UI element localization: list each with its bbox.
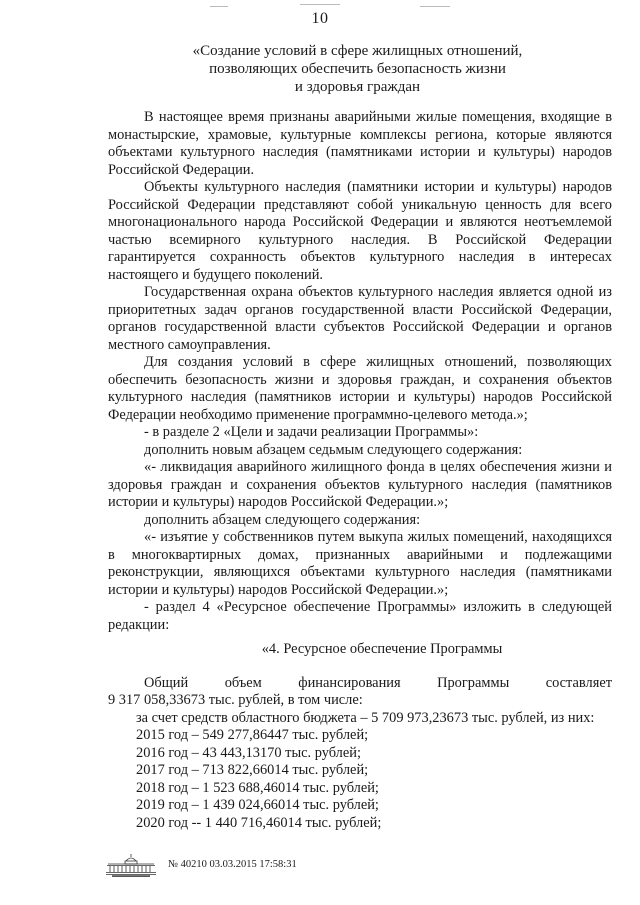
scan-artifact [420, 6, 450, 7]
scan-artifact [300, 4, 340, 5]
scan-artifact [210, 6, 228, 7]
year-funding-line: 2017 год – 713 822,66014 тыс. рублей; [136, 762, 369, 778]
paragraph: дополнить новым абзацем седьмым следующего содержания: [144, 441, 523, 458]
paragraph: «- изъятие у собственников путем выкупа жилых помещений, находящихся в многоквартирных домах, признанных аварийными и подлежащими реконструкции, являющихся объектами культурного наследия (памятниками истории и культуры) народов Российской Федерации.»; [108, 529, 612, 598]
document-footer [104, 852, 364, 878]
paragraph: - в разделе 2 «Цели и задачи реализации Программы»: [144, 424, 479, 440]
paragraph: Для создания условий в сфере жилищных отношений, позволяющих обеспечить безопасность жизни и здоровья граждан, и сохранения объектов культурного наследия (памятников истории и культуры) народов Российской Федерации необходимо применение программно-целевого метода.»; [108, 354, 612, 423]
heading-line: позволяющих обеспечить безопасность жизни [209, 61, 506, 77]
year-funding-line: 2015 год – 549 277,86447 тыс. рублей; [136, 727, 369, 743]
page-number: 10 [311, 10, 329, 27]
year-funding-line: 2018 год – 1 523 688,46014 тыс. рублей; [136, 779, 379, 796]
year-funding-line: 2019 год – 1 439 024,66014 тыс. рублей; [136, 797, 379, 813]
subsection-title: «4. Ресурсное обеспечение Программы [261, 641, 503, 657]
heading-line: «Создание условий в сфере жилищных отношений, [192, 43, 523, 59]
heading-line: и здоровья граждан [294, 79, 421, 95]
document-body [108, 109, 612, 832]
paragraph: - раздел 4 «Ресурсное обеспечение Программы» изложить в следующей редакции: [108, 599, 612, 633]
paragraph: В настоящее время признаны аварийными жилые помещения, входящие в монастырские, храмовые, культурные комплексы региона, которые являются объектами культурного наследия (памятниками истории и культуры) народов Российской Федерации. [108, 109, 612, 178]
year-funding-line: 2020 год -- 1 440 716,46014 тыс. рублей; [136, 814, 382, 831]
paragraph: Государственная охрана объектов культурного наследия является одной из приоритетных задач органов государственной власти Российской Федерации, органов государственной власти субъектов Российской Федерации и органов местного самоуправления. [108, 284, 612, 353]
funding-total-line: Общий объем финансирования Программы составляет [144, 674, 612, 691]
year-funding-line: 2016 год – 43 443,13170 тыс. рублей; [136, 744, 361, 761]
funding-total-amount: 9 317 058,33673 тыс. рублей, в том числе: [108, 692, 363, 708]
section-heading [100, 42, 615, 96]
registration-stamp: № 40210 03.03.2015 17:58:31 [168, 859, 297, 870]
paragraph: дополнить абзацем следующего содержания: [144, 511, 421, 528]
regional-budget-line: за счет средств областного бюджета – 5 709 973,23673 тыс. рублей, из них: [136, 709, 595, 726]
paragraph: Объекты культурного наследия (памятники истории и культуры) народов Российской Федерации представляют собой уникальную ценность для всего многонационального народа Российской Федерации и являются неотъемлемой частью всемирного культурного наследия. В Российской Федерации гарантируется сохранность объектов культурного наследия в интересах настоящего и будущего поколений. [108, 179, 612, 283]
government-building-seal-icon [104, 852, 158, 878]
paragraph: «- ликвидация аварийного жилищного фонда в целях обеспечения жизни и здоровья граждан и сохранения объектов культурного наследия (памятников истории и культуры) народов Российской Федерации.»; [108, 459, 612, 510]
